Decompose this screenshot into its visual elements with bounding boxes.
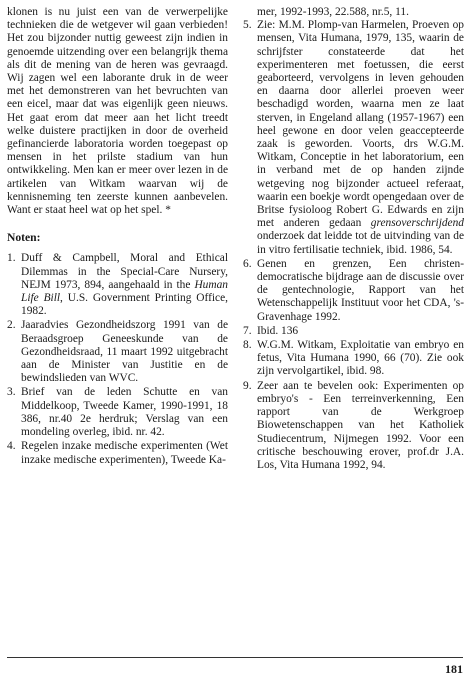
note-text-end: , U.S. Government Printing Office, 1982. (21, 292, 228, 318)
footer-rule (7, 657, 463, 658)
note-number: 9. (243, 379, 252, 392)
notes-heading: Noten: (7, 231, 41, 245)
note-text: Regelen inzake medische experimenten (Wet inzake medische experimenten), Tweede Ka- (21, 440, 228, 466)
note-item (243, 19, 464, 257)
left-column (7, 6, 228, 468)
note-item (243, 258, 464, 324)
note-number: 1. (7, 252, 16, 265)
note-emphasis: Human Life Bill (21, 278, 228, 305)
note-text: Duff & Campbell, Moral and Ethical Dilemmas in the Special-Care Nursery, NEJM 1973, 894, aangehaald in the (21, 252, 228, 291)
note-number: 4. (7, 440, 16, 453)
note-item (243, 325, 464, 338)
note-emphasis: grensoverschrijdend (370, 217, 464, 230)
note-text: Brief van de leden Schutte en van Middelkoop, Tweede Kamer, 1990-1991, 18 386, nr.40 2e herdruk; Verslag van een mondeling overleg, ibid. nr. 42. (21, 386, 228, 439)
note-item (7, 386, 228, 439)
note-text: Zeer aan te bevelen ook: Experimenten op embryo's - Een terreinverkenning, Een rapport van de Werkgroep Biowetenschappen van het Katholiek Studiecentrum, Nijmegen 1992. Voor een critische beschouwing erover, prof.dr J.A. Los, Vita Humana 1992, 94. (257, 379, 464, 471)
notes-list-right (243, 19, 464, 472)
note-text: W.G.M. Witkam, Exploitatie van embryo en fetus, Vita Humana 1990, 66 (70). Zie ook zijn vervolgartikel, ibid. 98. (257, 339, 464, 378)
note-text: Jaaradvies Gezondheidszorg 1991 van de Beraadsgroep Geneeskunde van de Gezondheidsraad, 11 maart 1992 uitgebracht aan de Minister van Justitie en de bewindslieden van WVC. (21, 319, 228, 385)
note-item (7, 440, 228, 466)
body-text: klonen is nu juist een van de verwerpelijke technieken die de wetgever wil gaan verbieden! Het zou bijzonder nuttig geweest zijn indien in genoemde uitzending over een belangrijk thema als dit de mening van de heren was gevraagd. Wij zagen wel een laborante druk in de weer met het demonstreren van het bevruchten van een eicel, maar dat was eigenlijk geen nieuws. Het gaat erom dat meer aan het licht treedt welke duistere practijken in door de overheid gefinancierde laboratoria worden toegepast op mensen in het prilste stadium van hun ontwikkeling. Men kan er meer over lezen in de artikelen van Witkam waarvan wij de kennisneming ten zeerste kunnen aanbevelen. Want er staat heel wat op het spel. (7, 6, 228, 217)
note-text: Ibid. 136 (257, 324, 299, 337)
body-paragraph (7, 6, 228, 217)
note-number: 6. (243, 257, 252, 270)
note-number: 8. (243, 339, 252, 352)
note-number: 5. (243, 19, 252, 32)
note-4-continuation: mer, 1992-1993, 22.588, nr.5, 11. (257, 6, 409, 18)
page-number: 181 (445, 662, 463, 676)
note-number: 7. (243, 324, 252, 337)
right-column (243, 6, 464, 473)
note-item (7, 252, 228, 318)
note-text: Zie: M.M. Plomp-van Harmelen, Proeven op mensen, Vita Humana, 1979, 135, waarin de schrijfster constateerde dat het experimenteren met foetussen, die eerst geaborteerd, vervolgens in leven gehouden en daarna door allerlei proeven weer beschadigd worden, waarna men ze laat sterven, in Engeland allang (1957-1967) een heel gewone en door velen geaccepteerde zaak is geworden. Voorts, drs W.G.M. Witkam, Conceptie in het laboratorium, een in verband met de op handen zijnde wetgeving nog bijzonder actueel referaat, waarin een boekje wordt opengedaan over de Britse fysioloog Robert G. Edwards en zijn met anderen gedaan (257, 19, 464, 230)
end-mark: * (165, 204, 171, 217)
note-text-end: onderzoek dat leidde tot de uitvinding van de in vitro fertilisatie techniek, ibid. 1986, 54. (257, 230, 464, 256)
note-number: 2. (7, 319, 16, 332)
note-number: 3. (7, 386, 16, 399)
note-text: Genen en grenzen, Een christen-democratische bijdrage aan de discussie over de gentechnologie, Rapport van het Wetenschappelijk Instituut voor het CDA, 's-Gravenhage 1992. (257, 257, 464, 323)
note-item (243, 339, 464, 379)
note-item (243, 380, 464, 472)
notes-list-left (7, 252, 228, 466)
note-item (7, 319, 228, 385)
